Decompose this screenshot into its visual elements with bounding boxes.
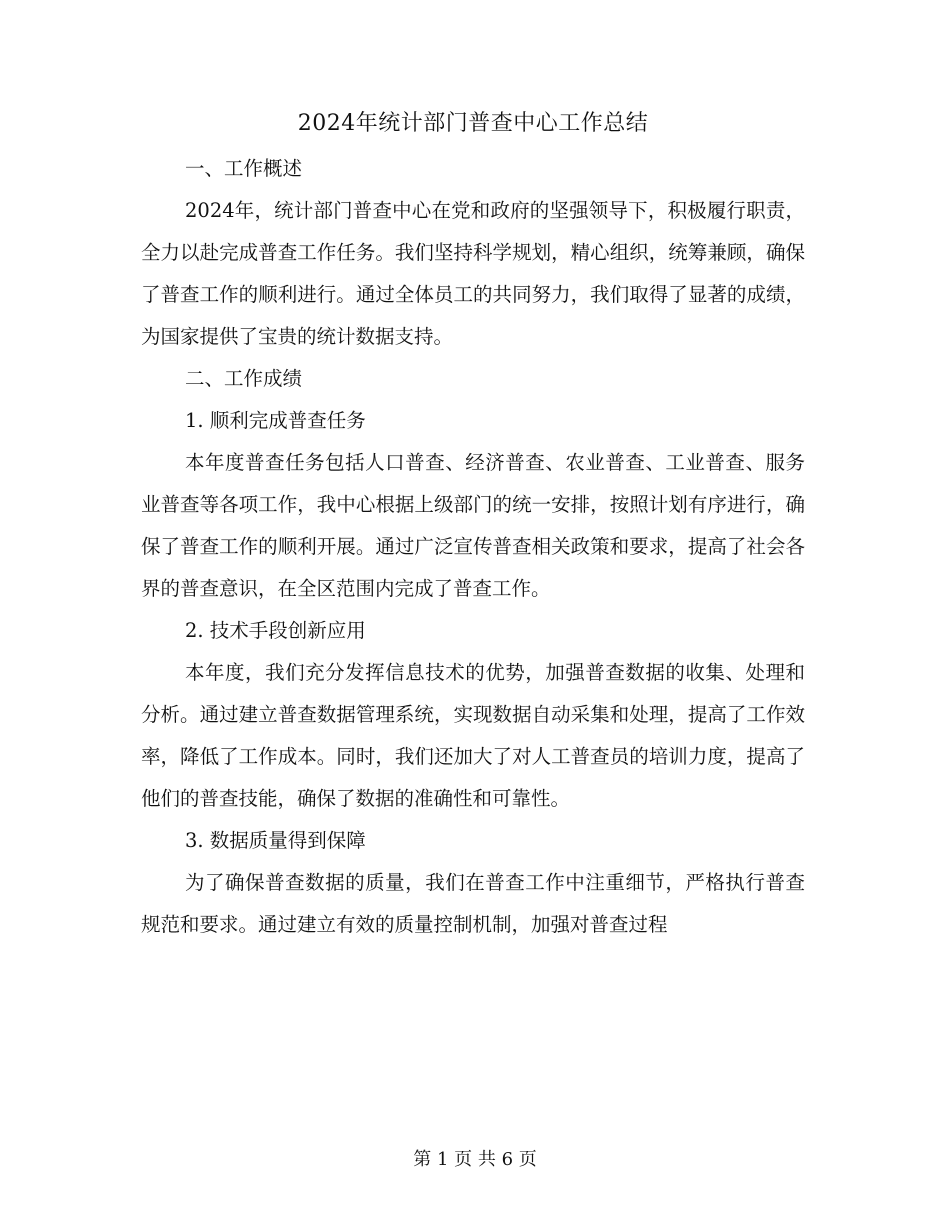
document-title: 2024年统计部门普查中心工作总结 — [297, 111, 649, 136]
section-heading-achievements: 二、工作成绩 — [185, 367, 303, 390]
page-footer — [0, 1145, 950, 1175]
section-heading-overview: 一、工作概述 — [185, 157, 303, 180]
paragraph-technology: 本年度，我们充分发挥信息技术的优势，加强普查数据的收集、处理和分析。通过建立普查数据管理系统，实现数据自动采集和处理，提高了工作效率，降低了工作成本。同时，我们还加大了对人工普查员的培训力度，提高了他们的普查技能，确保了数据的准确性和可靠性。 — [141, 661, 805, 810]
paragraph-overview: 2024年，统计部门普查中心在党和政府的坚强领导下，积极履行职责，全力以赴完成普查工作任务。我们坚持科学规划，精心组织，统筹兼顾，确保了普查工作的顺利进行。通过全体员工的共同努力，我们取得了显著的成绩，为国家提供了宝贵的统计数据支持。 — [141, 199, 805, 348]
subsection-heading-1: 1. 顺利完成普查任务 — [185, 409, 366, 432]
paragraph-quality: 为了确保普查数据的质量，我们在普查工作中注重细节，严格执行普查规范和要求。通过建立有效的质量控制机制，加强对普查过程 — [141, 871, 805, 936]
page-number: 第 1 页 共 6 页 — [413, 1149, 537, 1170]
paragraph-tasks: 本年度普查任务包括人口普查、经济普查、农业普查、工业普查、服务业普查等各项工作，我中心根据上级部门的统一安排，按照计划有序进行，确保了普查工作的顺利开展。通过广泛宣传普查相关政策和要求，提高了社会各界的普查意识，在全区范围内完成了普查工作。 — [141, 451, 805, 600]
subsection-heading-2: 2. 技术手段创新应用 — [185, 619, 366, 642]
document-body — [141, 104, 805, 946]
subsection-heading-3: 3. 数据质量得到保障 — [185, 829, 366, 852]
